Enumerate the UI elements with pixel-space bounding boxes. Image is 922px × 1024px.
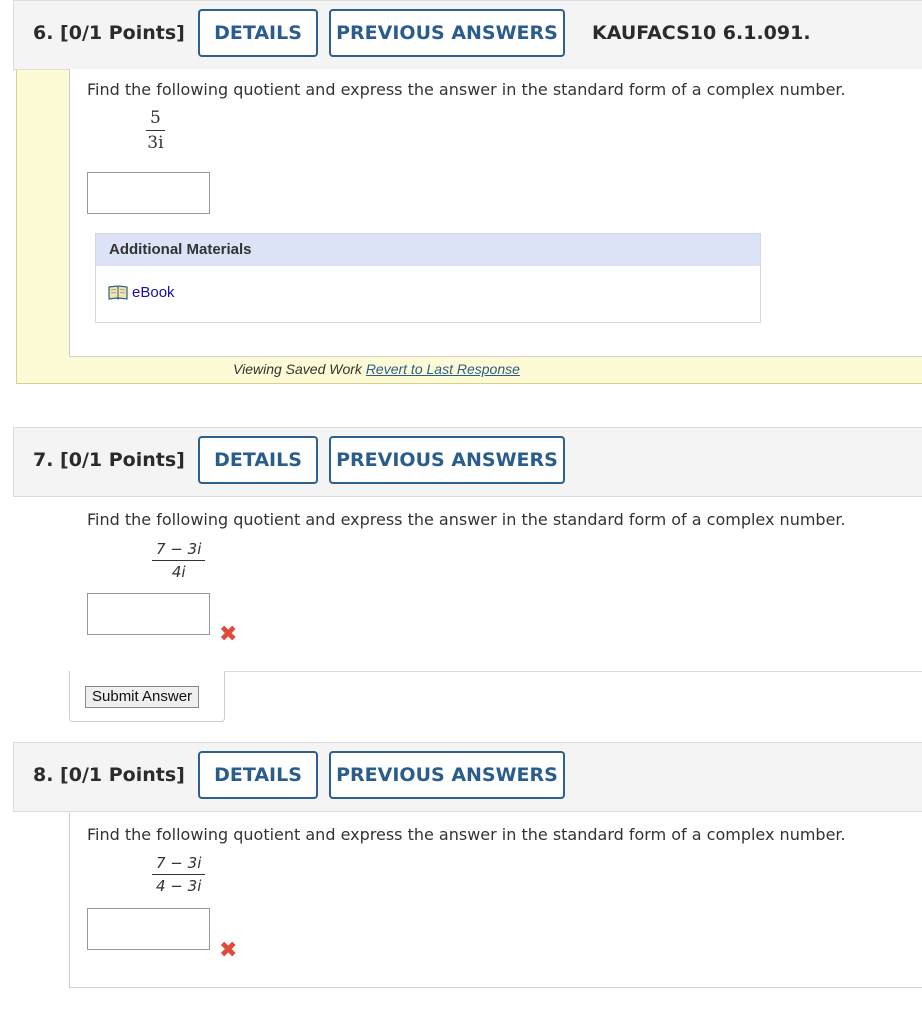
saved-work-notice (233, 361, 520, 377)
ebook-link[interactable] (108, 284, 175, 301)
q8-details-button[interactable]: DETAILS (198, 751, 318, 799)
q6-fraction (146, 108, 165, 153)
q6-number: 6. [0/1 Points] (33, 22, 185, 44)
q7-prompt: Find the following quotient and express the answer in the standard form of a complex number. (87, 510, 846, 529)
ebook-label: eBook (132, 284, 175, 301)
q8-number: 8. [0/1 Points] (33, 764, 185, 786)
q6-additional-materials (95, 233, 761, 323)
viewing-saved-text: Viewing Saved Work (233, 361, 362, 377)
q8-denominator: 4 − 3i (156, 877, 202, 895)
q8-previous-answers-button[interactable]: PREVIOUS ANSWERS (329, 751, 565, 799)
q8-fraction (152, 854, 205, 895)
q6-header (13, 0, 922, 70)
q6-prompt: Find the following quotient and express the answer in the standard form of a complex number. (87, 80, 846, 99)
x-mark-icon: ✖ (219, 622, 238, 647)
x-mark-icon: ✖ (219, 938, 238, 963)
q7-denominator: 4i (171, 563, 186, 581)
additional-materials-title: Additional Materials (96, 234, 760, 266)
q6-answer-input[interactable] (87, 172, 210, 214)
q7-answer-input[interactable] (87, 593, 210, 635)
q7-numerator: 7 − 3i (152, 540, 205, 561)
q6-previous-answers-button[interactable]: PREVIOUS ANSWERS (329, 9, 565, 57)
book-icon (108, 285, 128, 300)
q8-header (13, 742, 922, 812)
q8-prompt: Find the following quotient and express the answer in the standard form of a complex number. (87, 825, 846, 844)
submit-answer-button[interactable]: Submit Answer (85, 686, 199, 708)
q6-denominator: 3i (147, 133, 164, 153)
q8-numerator: 7 − 3i (152, 854, 205, 875)
q7-previous-answers-button[interactable]: PREVIOUS ANSWERS (329, 436, 565, 484)
q7-fraction (152, 540, 205, 581)
q7-header (13, 427, 922, 497)
q6-details-button[interactable]: DETAILS (198, 9, 318, 57)
revert-link[interactable]: Revert to Last Response (365, 361, 520, 377)
q7-divider (225, 671, 922, 672)
q6-problem-code: KAUFACS10 6.1.091. (592, 22, 811, 44)
q7-number: 7. [0/1 Points] (33, 449, 185, 471)
q6-numerator: 5 (146, 108, 165, 131)
q7-details-button[interactable]: DETAILS (198, 436, 318, 484)
q8-answer-input[interactable] (87, 908, 210, 950)
